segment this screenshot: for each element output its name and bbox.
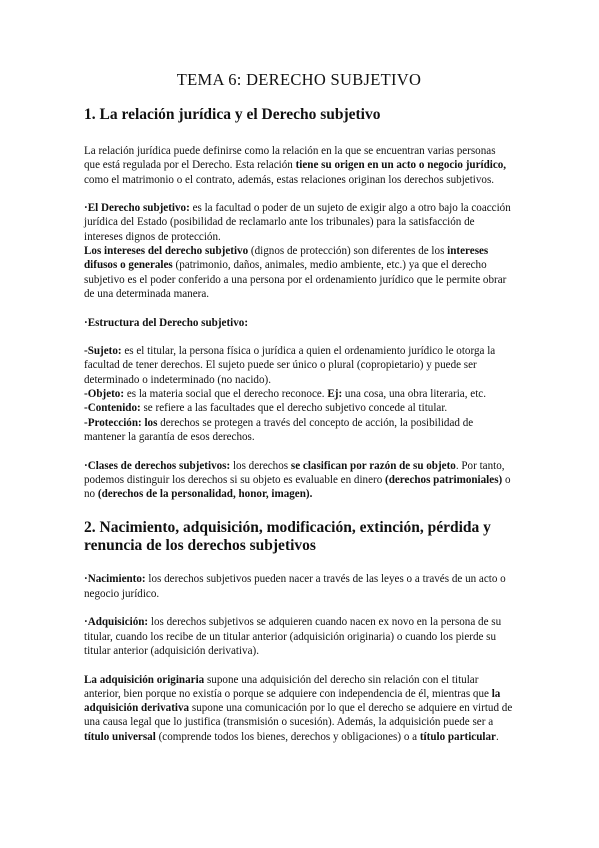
proteccion-term: -Protección: los — [84, 416, 158, 429]
clases-text-1: los derechos — [230, 459, 291, 472]
originaria-bold-4: título particular — [419, 730, 496, 743]
adquisicion-text: los derechos subjetivos se adquieren cuando nacen ex novo en la persona de su titular, cuando los recibe de un titular anterior (adquisición originaria) o cuando los pierde su titular anterior (adquisición derivativa). — [84, 616, 502, 657]
clases-text-2: . Por tanto, podemos distinguir los derechos si su objeto es evaluable en dinero — [84, 459, 505, 486]
originaria-text-3: (comprende todos los bienes, derechos y obligaciones) o a — [155, 730, 420, 743]
originaria-text-1: supone una adquisición del derecho sin relación con el titular anterior, bien porque no existía o porque se adquiere con independencia de él, mientras que — [84, 673, 492, 700]
clases-term: ·Clases de derechos subjetivos: — [84, 459, 231, 472]
originaria-bold-2: la adquisición derivativa — [84, 687, 501, 715]
nacimiento-term: ·Nacimiento: — [84, 573, 146, 586]
contenido-text: se refiere a las facultades que el derecho subjetivo concede al titular. — [140, 402, 448, 415]
section-2-heading: 2. Nacimiento, adquisición, modificación, extinción, pérdida y renuncia de los derechos subjetivos — [84, 519, 491, 555]
proteccion-item — [84, 416, 514, 445]
intereses-text-2: (patrimonio, daños, animales, medio ambiente, etc.) ya que el derecho subjetivo es el poder conferido a una persona por el ordenamiento jurídico que le permite obrar de una determinada manera. — [84, 259, 507, 300]
intro-paragraph — [84, 144, 514, 187]
clases-text-3: o no — [84, 473, 511, 501]
document-page — [84, 70, 514, 744]
nacimiento-paragraph — [84, 572, 514, 601]
estructura-heading-text: ·Estructura del Derecho subjetivo: — [84, 316, 249, 329]
estructura-heading — [84, 316, 514, 330]
adquisicion-paragraph — [84, 615, 514, 658]
proteccion-text: derechos se protegen a través del concepto de acción, la posibilidad de mantener la garantía de esos derechos. — [84, 416, 474, 443]
objeto-text-1: es la materia social que el derecho reconoce. — [124, 388, 328, 401]
originaria-paragraph — [84, 673, 514, 744]
nacimiento-text: los derechos subjetivos pueden nacer a través de las leyes o a través de un acto o negocio jurídico. — [84, 573, 506, 600]
sujeto-term: -Sujeto: — [84, 345, 122, 358]
objeto-text-2: una cosa, una obra literaria, etc. — [342, 388, 486, 401]
objeto-term: -Objeto: — [84, 388, 125, 401]
document-title: TEMA 6: DERECHO SUBJETIVO — [176, 70, 422, 89]
clases-bold-3: (derechos patrimoniales) — [385, 473, 503, 486]
section-1-heading: 1. La relación jurídica y el Derecho subjetivo — [84, 106, 381, 123]
originaria-text-4: . — [495, 730, 499, 743]
definition-text: es la facultad o poder de un sujeto de exigir algo a otro bajo la coacción jurídica del Estado (posibilidad de reclamarlo ante los tribunales) para la satisfacción de intereses dignos de protección. — [84, 202, 511, 243]
originaria-bold-1: La adquisición originaria — [84, 673, 205, 686]
originaria-text-2: supone una comunicación por lo que el derecho se adquiere en virtud de una causa legal que lo justifica (transmisión o sucesión). Además, la adquisición puede ser a — [84, 702, 513, 729]
definition-paragraph — [84, 201, 514, 244]
sujeto-item — [84, 344, 514, 387]
intereses-bold-1: Los intereses del derecho subjetivo — [84, 245, 249, 258]
definition-term: ·El Derecho subjetivo: — [84, 202, 190, 215]
intereses-paragraph — [84, 244, 514, 301]
intereses-bold-2: intereses difusos o generales — [84, 245, 489, 272]
sujeto-text: es el titular, la persona física o jurídica a quien el ordenamiento jurídico le otorga la facultad de tener derechos. El sujeto puede ser único o plural (copropietario) y puede ser determinado o indeterminado (no nacido). — [84, 345, 496, 386]
clases-bold-4: (derechos de la personalidad, honor, imagen). — [97, 488, 313, 501]
objeto-bold-2: Ej: — [327, 388, 343, 401]
contenido-term: -Contenido: — [84, 402, 141, 415]
contenido-item — [84, 401, 514, 415]
intro-text-2: como el matrimonio o el contrato, además, estas relaciones originan los derechos subjetivos. — [84, 173, 495, 186]
originaria-bold-3: título universal — [84, 730, 156, 743]
objeto-item — [84, 387, 514, 401]
intro-text-1: La relación jurídica puede definirse como la relación en la que se encuentran varias personas que está regulada por el Derecho. Esta relación — [84, 145, 496, 172]
intereses-text-1: (dignos de protección) son diferentes de los — [248, 245, 448, 258]
clases-paragraph — [84, 459, 514, 502]
clases-bold-2: se clasifican por razón de su objeto — [290, 459, 456, 472]
adquisicion-term: ·Adquisición: — [84, 616, 149, 629]
intro-bold-1: tiene su origen en un acto o negocio jurídico, — [295, 159, 507, 172]
